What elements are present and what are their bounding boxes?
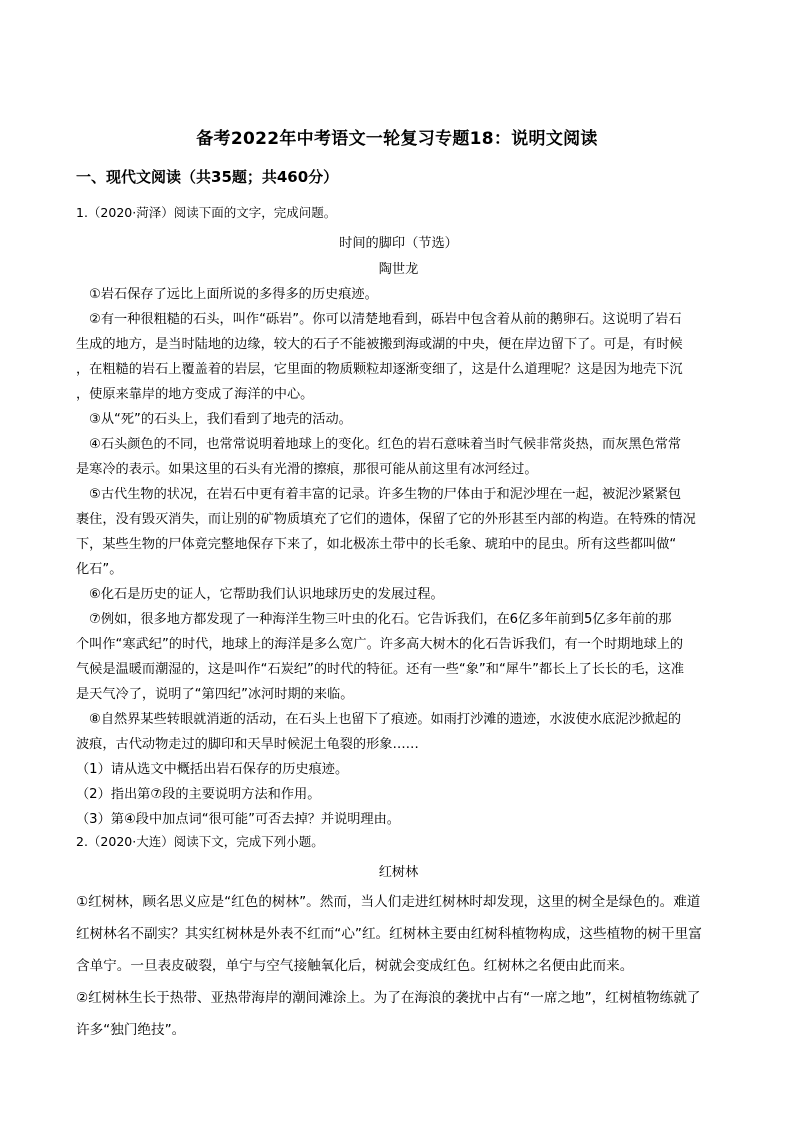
paragraph-line: ，使原来靠岸的地方变成了海洋的中心。 (76, 387, 314, 402)
question-prompt: 2.（2020·大连）阅读下文，完成下列小题。 (76, 834, 324, 849)
paragraph-line: ④石头颜色的不同，也常常说明着地球上的变化。红色的岩石意味着当时气候非常炎热，而灰黑色常常 (89, 437, 682, 452)
paragraph-line: ③从“死”的石头上，我们看到了地壳的活动。 (89, 412, 352, 427)
paragraph-line: ②红树林生长于热带、亚热带海岸的潮间滩涂上。为了在海浪的袭扰中占有“一席之地”，红树植物练就了 (76, 990, 701, 1006)
paragraph-line: ，在粗糙的岩石上覆盖着的岩层，它里面的物质颗粒却逐渐变细了，这是什么道理呢？这是因为地壳下沉 (76, 362, 683, 377)
paragraph-line: 红树林名不副实？其实红树林是外表不红而“心”红。红树林主要由红树科植物构成，这些植物的树干里富 (76, 926, 702, 942)
paragraph-line: 气候是温暖而潮湿的，这是叫作“石炭纪”的时代的特征。还有一些“象”和“犀牛”都长上了长长的毛，这准 (76, 662, 685, 677)
paragraph-line: ⑧自然界某些转眼就消逝的活动，在石头上也留下了痕迹。如雨打沙滩的遗迹，水波使水底泥沙掀起的 (89, 712, 682, 727)
paragraph-line: 化石”。 (76, 562, 123, 577)
paragraph-line: 是天气冷了，说明了“第四纪”冰河时期的来临。 (76, 687, 354, 702)
paragraph-line: 裹住，没有毁灭消失，而让别的矿物质填充了它们的遗体，保留了它的外形甚至内部的构造。在特殊的情况 (76, 512, 696, 527)
paragraph-line: 下，某些生物的尸体竟完整地保存下来了，如北极冻土带中的长毛象、琥珀中的昆虫。所有这些都叫做“ (76, 537, 677, 552)
article-title: 时间的脚印（节选） (339, 236, 458, 251)
paragraph-line: ⑥化石是历史的证人，它帮助我们认识地球历史的发展过程。 (89, 587, 444, 602)
article-title: 红树林 (378, 865, 419, 880)
question-prompt: 1.（2020·菏泽）阅读下面的文字，完成问题。 (76, 205, 337, 220)
paragraph-line: ①红树林，顾名思义应是“红色的树林”。然而，当人们走进红树林时却发现，这里的树全是绿色的。难道 (76, 894, 701, 910)
paragraph-line: ⑤古代生物的状况，在岩石中更有着丰富的记录。许多生物的尸体由于和泥沙埋在一起，被泥沙紧紧包 (89, 487, 682, 502)
paragraph-line: 是寒冷的表示。如果这里的石头有光滑的擦痕，那很可能从前这里有冰河经过。 (76, 462, 538, 477)
paragraph-line: 含单宁。一旦表皮破裂，单宁与空气接触氧化后，树就会变成红色。红树林之名便由此而来。 (76, 958, 634, 974)
paragraph-line: ①岩石保存了远比上面所说的多得多的历史痕迹。 (89, 287, 378, 302)
sub-question: （1）请从选文中概括出岩石保存的历史痕迹。 (76, 762, 349, 777)
sub-question: （3）第④段中加点词“很可能”可否去掉？并说明理由。 (76, 812, 400, 827)
article-author: 陶世龙 (378, 262, 419, 277)
section-heading: 一、现代文阅读（共35题；共460分） (76, 168, 339, 186)
paragraph-line: ②有一种很粗糙的石头，叫作“砾岩”。你可以清楚地看到，砾岩中包含着从前的鹅卵石。这说明了岩石 (89, 312, 682, 327)
paragraph-line: 许多“独门绝技”。 (76, 1022, 186, 1038)
sub-question: （2）指出第⑦段的主要说明方法和作用。 (76, 787, 321, 802)
paragraph-line: 波痕，古代动物走过的脚印和天旱时候泥土龟裂的形象…… (76, 737, 419, 752)
paragraph-line: 生成的地方，是当时陆地的边缘，较大的石子不能被搬到海或湖的中央，便在岸边留下了。可是，有时候 (76, 337, 683, 352)
paragraph-line: ⑦例如，很多地方都发现了一种海洋生物三叶虫的化石。它告诉我们，在6亿多年前到5亿多年前的那 (89, 612, 672, 627)
page-title: 备考2022年中考语文一轮复习专题18：说明文阅读 (196, 129, 598, 149)
paragraph-line: 个叫作“寒武纪”的时代，地球上的海洋是多么宽广。许多高大树木的化石告诉我们，有一个时期地球上的 (76, 637, 684, 652)
